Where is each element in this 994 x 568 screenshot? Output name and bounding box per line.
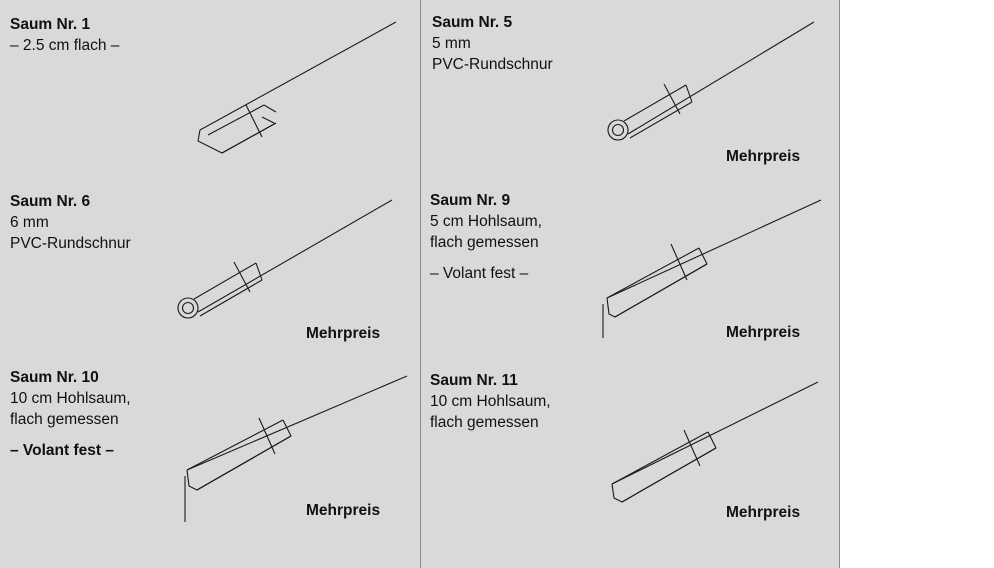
saum-5-surcharge: Mehrpreis (726, 148, 801, 165)
saum-6-line-2: PVC-Rundschnur (10, 235, 131, 252)
saum-10-surcharge: Mehrpreis (306, 502, 381, 519)
saum-5-line-1: 5 mm (432, 35, 471, 52)
saum-11-line-1: 10 cm Hohlsaum, (430, 393, 551, 410)
saum-11-title: Saum Nr. 11 (430, 372, 518, 389)
saum-11-line-2: flach gemessen (430, 414, 539, 431)
saum-9-surcharge: Mehrpreis (726, 324, 801, 341)
saum-11-surcharge: Mehrpreis (726, 504, 801, 521)
saum-6-title: Saum Nr. 6 (10, 193, 91, 210)
saum-1-title: Saum Nr. 1 (10, 16, 91, 33)
saum-9-line-4: – Volant fest – (430, 265, 529, 282)
saum-10-title: Saum Nr. 10 (10, 369, 99, 386)
panel-right-edge (839, 0, 840, 568)
saum-10-spacer (10, 430, 410, 440)
saum-9-line-2: flach gemessen (430, 234, 539, 251)
cell-saum-10 (10, 367, 410, 547)
saum-9-line-1: 5 cm Hohlsaum, (430, 213, 542, 230)
saum-10-line-4: – Volant fest – (10, 442, 114, 459)
saum-5-line-2: PVC-Rundschnur (432, 56, 553, 73)
saum-9-title: Saum Nr. 9 (430, 192, 511, 209)
saum-10-line-2: flach gemessen (10, 411, 119, 428)
saum-10-line-1: 10 cm Hohlsaum, (10, 390, 131, 407)
saum-9-spacer (430, 253, 830, 263)
saum-1-line-1: – 2.5 cm flach – (10, 37, 120, 54)
column-divider (420, 0, 421, 568)
saum-6-surcharge: Mehrpreis (306, 325, 381, 342)
cell-saum-1 (10, 14, 410, 174)
saum-5-title: Saum Nr. 5 (432, 14, 513, 31)
saum-6-line-1: 6 mm (10, 214, 49, 231)
